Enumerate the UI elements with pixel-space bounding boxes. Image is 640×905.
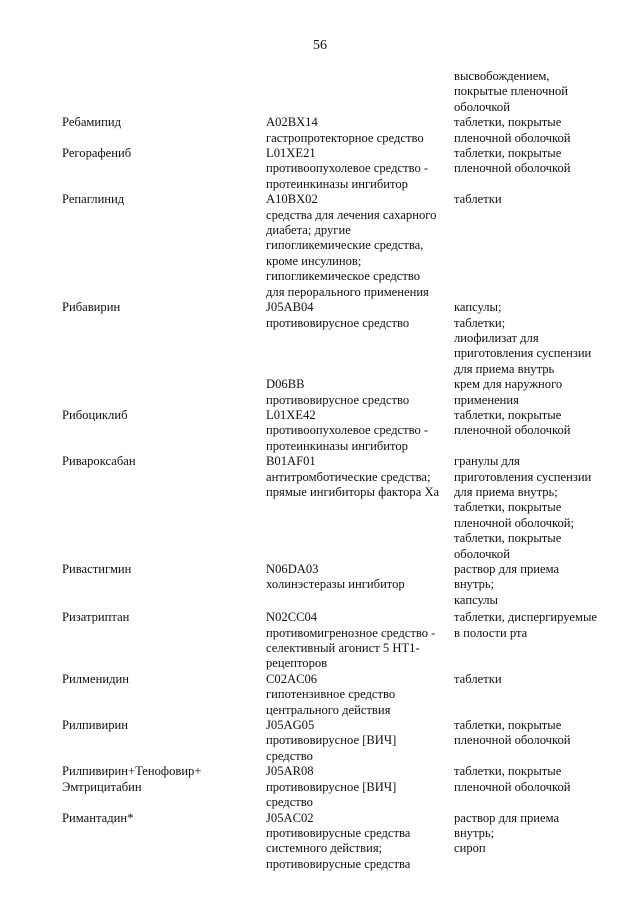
pharm-group: противовирусное [ВИЧ] средство [266, 733, 397, 763]
table-row [62, 69, 622, 115]
table-row [62, 764, 622, 810]
drug-code-desc [266, 718, 454, 764]
table-row [62, 610, 622, 672]
drug-code-desc [266, 454, 454, 562]
drug-name: Рилпивирин+Тенофовир+ Эмтрицитабин [62, 764, 202, 794]
atc-code: D06BB [266, 377, 305, 392]
drug-name: Рибоциклиб [62, 407, 128, 422]
dosage-form: таблетки, покрытые пленочной оболочкой [454, 115, 571, 145]
drug-name: Репаглинид [62, 192, 125, 207]
atc-code: C02AC06 [266, 671, 318, 686]
atc-code: A10BX02 [266, 192, 318, 207]
drug-name: Римантадин* [62, 810, 134, 825]
dosage-form: гранулы для приготовления суспензии для приема внутрь; таблетки, покрытые пленочной оболочкой; таблетки, покрытые оболочкой [454, 454, 592, 561]
dosage-form: таблетки, покрытые пленочной оболочкой [454, 764, 571, 794]
atc-code: J05AC02 [266, 810, 314, 825]
dosage-form: таблетки [454, 671, 502, 686]
drug-code-desc [266, 408, 454, 454]
drug-code-desc [266, 811, 454, 873]
table-row [62, 377, 622, 408]
drug-code-desc [266, 764, 454, 810]
drug-code-desc [266, 115, 454, 146]
pharm-group: антитромботические средства; прямые ингибиторы фактора Xa [266, 469, 440, 499]
dosage-form: раствор для приема внутрь; капсулы [454, 562, 560, 607]
table-row [62, 146, 622, 192]
pharm-group: гастропротекторное средство [266, 130, 424, 145]
atc-code: N02CC04 [266, 610, 318, 625]
pharm-group: противоопухолевое средство - протеинкиназы ингибитор [266, 423, 429, 453]
pharm-group: гипотензивное средство центрального действия [266, 687, 396, 717]
table-row [62, 718, 622, 764]
drug-name: Рибавирин [62, 300, 121, 315]
drug-code-desc [266, 146, 454, 192]
table-row [62, 115, 622, 146]
drug-code-desc [266, 377, 454, 408]
pharm-group: средства для лечения сахарного диабета; другие гипогликемические средства, кроме инсулинов; гипогликемическое средство для перорального применения [266, 207, 437, 299]
dosage-form: крем для наружного применения [454, 377, 563, 407]
dosage-form: капсулы; таблетки; лиофилизат для приготовления суспензии для приема внутрь [454, 300, 592, 376]
table-row [62, 300, 622, 377]
atc-code: J05AG05 [266, 718, 315, 733]
drug-name: Рилпивирин [62, 718, 128, 733]
table-row [62, 192, 622, 300]
pharm-group: противоопухолевое средство - протеинкиназы ингибитор [266, 161, 429, 191]
dosage-form: таблетки, покрытые пленочной оболочкой [454, 407, 571, 438]
drug-name: Ризатриптан [62, 610, 130, 625]
dosage-form: таблетки [454, 192, 502, 207]
atc-code: J05AR08 [266, 764, 314, 779]
table-row [62, 562, 622, 608]
drug-name [62, 377, 266, 408]
drug-table [62, 69, 622, 872]
dosage-form: высвобождением, покрытые пленочной оболочкой [454, 69, 569, 114]
dosage-form: таблетки, покрытые пленочной оболочкой [454, 146, 571, 176]
drug-name: Регорафениб [62, 146, 132, 161]
dosage-form: раствор для приема внутрь; сироп [454, 810, 560, 856]
pharm-group: противовирусное средство [266, 315, 410, 330]
drug-code-desc [266, 672, 454, 718]
pharm-group: противовирусное средство [266, 392, 410, 407]
table-row [62, 672, 622, 718]
table-row [62, 408, 622, 454]
drug-code-desc [266, 610, 454, 672]
atc-code: B01AF01 [266, 454, 316, 469]
atc-code: L01XE42 [266, 407, 316, 422]
dosage-form: таблетки, покрытые пленочной оболочкой [454, 718, 571, 748]
drug-name: Ривароксабан [62, 454, 136, 469]
atc-code: A02BX14 [266, 115, 318, 130]
drug-name [62, 69, 266, 115]
atc-code: L01XE21 [266, 146, 316, 161]
table-row [62, 454, 622, 562]
page-number: 56 [313, 38, 327, 53]
atc-code: N06DA03 [266, 562, 319, 576]
drug-code-desc [266, 300, 454, 377]
pharm-group: холинэстеразы ингибитор [266, 577, 405, 592]
drug-name: Ривастигмин [62, 562, 132, 576]
pharm-group: противовирусные средства системного действия; противовирусные средства [266, 825, 411, 871]
drug-code-desc [266, 562, 454, 608]
pharm-group: противовирусное [ВИЧ] средство [266, 779, 397, 810]
dosage-form: таблетки, диспергируемые в полости рта [454, 610, 598, 640]
table-row [62, 811, 622, 873]
pharm-group: противомигренозное средство - селективный агонист 5 HT1- рецепторов [266, 625, 436, 671]
drug-code-desc [266, 69, 454, 115]
drug-code-desc [266, 192, 454, 300]
drug-name: Ребамипид [62, 115, 122, 130]
drug-name: Рилменидин [62, 671, 129, 686]
atc-code: J05AB04 [266, 300, 314, 315]
